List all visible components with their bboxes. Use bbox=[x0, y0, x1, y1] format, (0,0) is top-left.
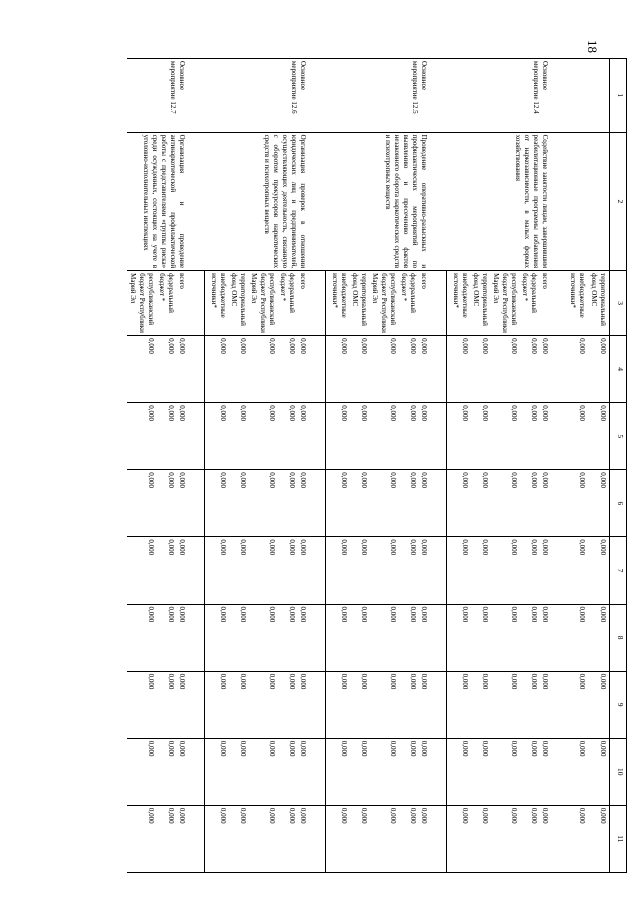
activity-code-cell bbox=[567, 59, 588, 133]
value-cell: 0,000 bbox=[176, 336, 205, 403]
value-cell: 0,000 bbox=[447, 470, 471, 537]
value-cell: 0,000 bbox=[297, 336, 326, 403]
value-cell: 0,000 bbox=[277, 604, 297, 671]
value-cell: 0,000 bbox=[490, 537, 519, 604]
value-cell: 0,000 bbox=[418, 403, 447, 470]
value-cell: 0,000 bbox=[369, 470, 398, 537]
value-cell: 0,000 bbox=[369, 537, 398, 604]
table-row bbox=[176, 59, 205, 873]
column-header-10: 10 bbox=[610, 738, 627, 805]
funding-source-cell: внебюджетные источники* bbox=[326, 271, 350, 336]
value-cell: 0,000 bbox=[248, 671, 277, 738]
column-header-5: 5 bbox=[610, 403, 627, 470]
activity-code-cell: Основное мероприятие 12.4 bbox=[447, 59, 568, 133]
value-cell: 0,000 bbox=[567, 470, 588, 537]
value-cell: 0,000 bbox=[248, 470, 277, 537]
funding-source-cell: республиканский бюджет Республики Марий Эл bbox=[127, 271, 156, 336]
column-header-7: 7 bbox=[610, 537, 627, 604]
value-cell: 0,000 bbox=[228, 604, 248, 671]
page-number: 18 bbox=[585, 40, 600, 53]
value-cell: 0,000 bbox=[156, 336, 176, 403]
value-cell: 0,000 bbox=[326, 403, 350, 470]
column-header-8: 8 bbox=[610, 604, 627, 671]
column-header-1: 1 bbox=[610, 59, 627, 133]
activity-code-cell: Основное мероприятие 12.5 bbox=[326, 59, 447, 133]
column-header-3: 3 bbox=[610, 271, 627, 336]
value-cell: 0,000 bbox=[127, 537, 156, 604]
value-cell: 0,000 bbox=[567, 403, 588, 470]
value-cell: 0,000 bbox=[176, 537, 205, 604]
value-cell: 0,000 bbox=[277, 671, 297, 738]
value-cell: 0,000 bbox=[447, 738, 471, 805]
value-cell: 0,000 bbox=[398, 738, 418, 805]
column-header-4: 4 bbox=[610, 336, 627, 403]
value-cell: 0,000 bbox=[349, 470, 369, 537]
value-cell: 0,000 bbox=[205, 470, 229, 537]
table-row bbox=[567, 59, 588, 873]
value-cell: 0,000 bbox=[470, 671, 490, 738]
value-cell: 0,000 bbox=[567, 671, 588, 738]
value-cell: 0,000 bbox=[519, 738, 539, 805]
value-cell: 0,000 bbox=[326, 671, 350, 738]
value-cell: 0,000 bbox=[418, 470, 447, 537]
value-cell: 0,000 bbox=[205, 671, 229, 738]
value-cell: 0,000 bbox=[588, 470, 610, 537]
value-cell: 0,000 bbox=[205, 604, 229, 671]
value-cell: 0,000 bbox=[248, 805, 277, 872]
activity-title-cell: Организация проверок в отношении юридических лиц и предпринимателей, осуществляющих деятельность, связанную с оборотом прекурсоров наркотических средств и психотропных веществ bbox=[205, 132, 326, 271]
value-cell: 0,000 bbox=[228, 537, 248, 604]
funding-source-cell: республиканский бюджет Республики Марий Эл bbox=[369, 271, 398, 336]
funding-source-cell: республиканский бюджет Республики Марий Эл bbox=[490, 271, 519, 336]
value-cell: 0,000 bbox=[205, 403, 229, 470]
value-cell: 0,000 bbox=[447, 805, 471, 872]
funding-source-cell: всего bbox=[418, 271, 447, 336]
budget-table-container bbox=[112, 58, 627, 873]
value-cell: 0,000 bbox=[248, 537, 277, 604]
value-cell: 0,000 bbox=[248, 604, 277, 671]
value-cell: 0,000 bbox=[519, 537, 539, 604]
value-cell: 0,000 bbox=[176, 604, 205, 671]
value-cell: 0,000 bbox=[470, 738, 490, 805]
value-cell: 0,000 bbox=[205, 336, 229, 403]
value-cell: 0,000 bbox=[398, 537, 418, 604]
value-cell: 0,000 bbox=[326, 805, 350, 872]
value-cell: 0,000 bbox=[588, 805, 610, 872]
value-cell: 0,000 bbox=[205, 738, 229, 805]
activity-title-cell: Содействие занятости лицам, завершившим реабилитационные программы избавления от наркозависимости, в малых формах хозяйствования bbox=[447, 132, 568, 271]
value-cell: 0,000 bbox=[588, 738, 610, 805]
value-cell: 0,000 bbox=[470, 604, 490, 671]
table-body bbox=[127, 59, 610, 873]
value-cell: 0,000 bbox=[470, 470, 490, 537]
value-cell: 0,000 bbox=[398, 403, 418, 470]
table-row bbox=[588, 59, 610, 873]
value-cell: 0,000 bbox=[127, 805, 156, 872]
activity-title-cell: Организация и проведение антинаркотической профилактической работы с представителями «группы риска» среди осужденных, состоящих на учете в уголовно-исполнительных инспекциях bbox=[127, 132, 205, 271]
value-cell: 0,000 bbox=[398, 604, 418, 671]
value-cell: 0,000 bbox=[297, 537, 326, 604]
value-cell: 0,000 bbox=[539, 537, 567, 604]
value-cell: 0,000 bbox=[490, 336, 519, 403]
value-cell: 0,000 bbox=[539, 738, 567, 805]
value-cell: 0,000 bbox=[369, 403, 398, 470]
value-cell: 0,000 bbox=[205, 537, 229, 604]
value-cell: 0,000 bbox=[277, 537, 297, 604]
value-cell: 0,000 bbox=[297, 470, 326, 537]
value-cell: 0,000 bbox=[277, 805, 297, 872]
value-cell: 0,000 bbox=[349, 336, 369, 403]
value-cell: 0,000 bbox=[470, 805, 490, 872]
value-cell: 0,000 bbox=[127, 470, 156, 537]
value-cell: 0,000 bbox=[369, 805, 398, 872]
value-cell: 0,000 bbox=[398, 470, 418, 537]
activity-code-cell: Основное мероприятие 12.6 bbox=[205, 59, 326, 133]
value-cell: 0,000 bbox=[369, 604, 398, 671]
value-cell: 0,000 bbox=[398, 671, 418, 738]
value-cell: 0,000 bbox=[277, 470, 297, 537]
funding-source-cell: всего bbox=[297, 271, 326, 336]
value-cell: 0,000 bbox=[228, 403, 248, 470]
value-cell: 0,000 bbox=[369, 336, 398, 403]
value-cell: 0,000 bbox=[228, 738, 248, 805]
value-cell: 0,000 bbox=[398, 336, 418, 403]
value-cell: 0,000 bbox=[369, 671, 398, 738]
value-cell: 0,000 bbox=[490, 470, 519, 537]
value-cell: 0,000 bbox=[567, 738, 588, 805]
value-cell: 0,000 bbox=[567, 604, 588, 671]
value-cell: 0,000 bbox=[470, 403, 490, 470]
value-cell: 0,000 bbox=[228, 470, 248, 537]
value-cell: 0,000 bbox=[277, 336, 297, 403]
value-cell: 0,000 bbox=[567, 336, 588, 403]
value-cell: 0,000 bbox=[588, 537, 610, 604]
value-cell: 0,000 bbox=[418, 604, 447, 671]
value-cell: 0,000 bbox=[539, 805, 567, 872]
value-cell: 0,000 bbox=[470, 537, 490, 604]
funding-source-cell: всего bbox=[539, 271, 567, 336]
value-cell: 0,000 bbox=[490, 805, 519, 872]
value-cell: 0,000 bbox=[349, 805, 369, 872]
activity-code-cell: Основное мероприятие 12.7 bbox=[127, 59, 205, 133]
value-cell: 0,000 bbox=[539, 604, 567, 671]
table-row bbox=[539, 59, 567, 873]
value-cell: 0,000 bbox=[447, 604, 471, 671]
value-cell: 0,000 bbox=[228, 336, 248, 403]
value-cell: 0,000 bbox=[369, 738, 398, 805]
value-cell: 0,000 bbox=[297, 805, 326, 872]
value-cell: 0,000 bbox=[156, 671, 176, 738]
value-cell: 0,000 bbox=[588, 403, 610, 470]
value-cell: 0,000 bbox=[176, 671, 205, 738]
value-cell: 0,000 bbox=[205, 805, 229, 872]
value-cell: 0,000 bbox=[567, 537, 588, 604]
value-cell: 0,000 bbox=[326, 738, 350, 805]
activity-title-cell bbox=[588, 132, 610, 271]
value-cell: 0,000 bbox=[156, 604, 176, 671]
value-cell: 0,000 bbox=[447, 403, 471, 470]
value-cell: 0,000 bbox=[519, 604, 539, 671]
value-cell: 0,000 bbox=[447, 537, 471, 604]
funding-source-cell: федеральный бюджет * bbox=[277, 271, 297, 336]
value-cell: 0,000 bbox=[349, 537, 369, 604]
value-cell: 0,000 bbox=[248, 738, 277, 805]
value-cell: 0,000 bbox=[588, 336, 610, 403]
value-cell: 0,000 bbox=[349, 403, 369, 470]
funding-source-cell: федеральный бюджет * bbox=[519, 271, 539, 336]
value-cell: 0,000 bbox=[156, 805, 176, 872]
value-cell: 0,000 bbox=[297, 604, 326, 671]
funding-source-cell: всего bbox=[176, 271, 205, 336]
value-cell: 0,000 bbox=[490, 403, 519, 470]
budget-table bbox=[127, 58, 627, 873]
value-cell: 0,000 bbox=[277, 738, 297, 805]
value-cell: 0,000 bbox=[156, 470, 176, 537]
value-cell: 0,000 bbox=[539, 671, 567, 738]
value-cell: 0,000 bbox=[248, 403, 277, 470]
activity-title-cell: Проведение оперативно-разыскных и профилактических мероприятий по выявлению и пресечению фактов незаконного оборота наркотических средств и психотропных веществ bbox=[326, 132, 447, 271]
value-cell: 0,000 bbox=[127, 403, 156, 470]
column-header-11: 11 bbox=[610, 805, 627, 872]
value-cell: 0,000 bbox=[519, 671, 539, 738]
value-cell: 0,000 bbox=[176, 738, 205, 805]
table-row bbox=[297, 59, 326, 873]
value-cell: 0,000 bbox=[326, 336, 350, 403]
value-cell: 0,000 bbox=[228, 805, 248, 872]
value-cell: 0,000 bbox=[277, 403, 297, 470]
value-cell: 0,000 bbox=[418, 805, 447, 872]
value-cell: 0,000 bbox=[228, 671, 248, 738]
value-cell: 0,000 bbox=[326, 537, 350, 604]
column-header-2: 2 bbox=[610, 132, 627, 271]
value-cell: 0,000 bbox=[418, 336, 447, 403]
value-cell: 0,000 bbox=[567, 805, 588, 872]
activity-code-cell bbox=[588, 59, 610, 133]
table-row bbox=[418, 59, 447, 873]
value-cell: 0,000 bbox=[588, 604, 610, 671]
value-cell: 0,000 bbox=[447, 671, 471, 738]
value-cell: 0,000 bbox=[248, 336, 277, 403]
value-cell: 0,000 bbox=[519, 403, 539, 470]
value-cell: 0,000 bbox=[470, 336, 490, 403]
value-cell: 0,000 bbox=[588, 671, 610, 738]
funding-source-cell: федеральный бюджет * bbox=[398, 271, 418, 336]
value-cell: 0,000 bbox=[418, 671, 447, 738]
value-cell: 0,000 bbox=[127, 336, 156, 403]
value-cell: 0,000 bbox=[349, 671, 369, 738]
value-cell: 0,000 bbox=[447, 336, 471, 403]
value-cell: 0,000 bbox=[490, 671, 519, 738]
value-cell: 0,000 bbox=[156, 403, 176, 470]
funding-source-cell: федеральный бюджет * bbox=[156, 271, 176, 336]
value-cell: 0,000 bbox=[156, 738, 176, 805]
value-cell: 0,000 bbox=[297, 671, 326, 738]
value-cell: 0,000 bbox=[418, 738, 447, 805]
value-cell: 0,000 bbox=[326, 470, 350, 537]
value-cell: 0,000 bbox=[539, 470, 567, 537]
value-cell: 0,000 bbox=[176, 805, 205, 872]
funding-source-cell: республиканский бюджет Республики Марий Эл bbox=[248, 271, 277, 336]
value-cell: 0,000 bbox=[490, 738, 519, 805]
funding-source-cell: территориальный фонд ОМС bbox=[349, 271, 369, 336]
value-cell: 0,000 bbox=[156, 537, 176, 604]
value-cell: 0,000 bbox=[539, 336, 567, 403]
value-cell: 0,000 bbox=[297, 403, 326, 470]
value-cell: 0,000 bbox=[176, 403, 205, 470]
value-cell: 0,000 bbox=[519, 470, 539, 537]
value-cell: 0,000 bbox=[539, 403, 567, 470]
value-cell: 0,000 bbox=[349, 604, 369, 671]
column-header-9: 9 bbox=[610, 671, 627, 738]
value-cell: 0,000 bbox=[519, 336, 539, 403]
value-cell: 0,000 bbox=[127, 738, 156, 805]
value-cell: 0,000 bbox=[127, 604, 156, 671]
value-cell: 0,000 bbox=[349, 738, 369, 805]
funding-source-cell: внебюджетные источники* bbox=[447, 271, 471, 336]
value-cell: 0,000 bbox=[418, 537, 447, 604]
funding-source-cell: внебюджетные источники* bbox=[205, 271, 229, 336]
funding-source-cell: территориальный фонд ОМС bbox=[588, 271, 610, 336]
value-cell: 0,000 bbox=[519, 805, 539, 872]
column-header-6: 6 bbox=[610, 470, 627, 537]
value-cell: 0,000 bbox=[326, 604, 350, 671]
value-cell: 0,000 bbox=[490, 604, 519, 671]
value-cell: 0,000 bbox=[297, 738, 326, 805]
funding-source-cell: территориальный фонд ОМС bbox=[228, 271, 248, 336]
activity-title-cell bbox=[567, 132, 588, 271]
table-header-row bbox=[610, 59, 627, 873]
funding-source-cell: территориальный фонд ОМС bbox=[470, 271, 490, 336]
value-cell: 0,000 bbox=[176, 470, 205, 537]
funding-source-cell: внебюджетные источники* bbox=[567, 271, 588, 336]
value-cell: 0,000 bbox=[398, 805, 418, 872]
value-cell: 0,000 bbox=[127, 671, 156, 738]
